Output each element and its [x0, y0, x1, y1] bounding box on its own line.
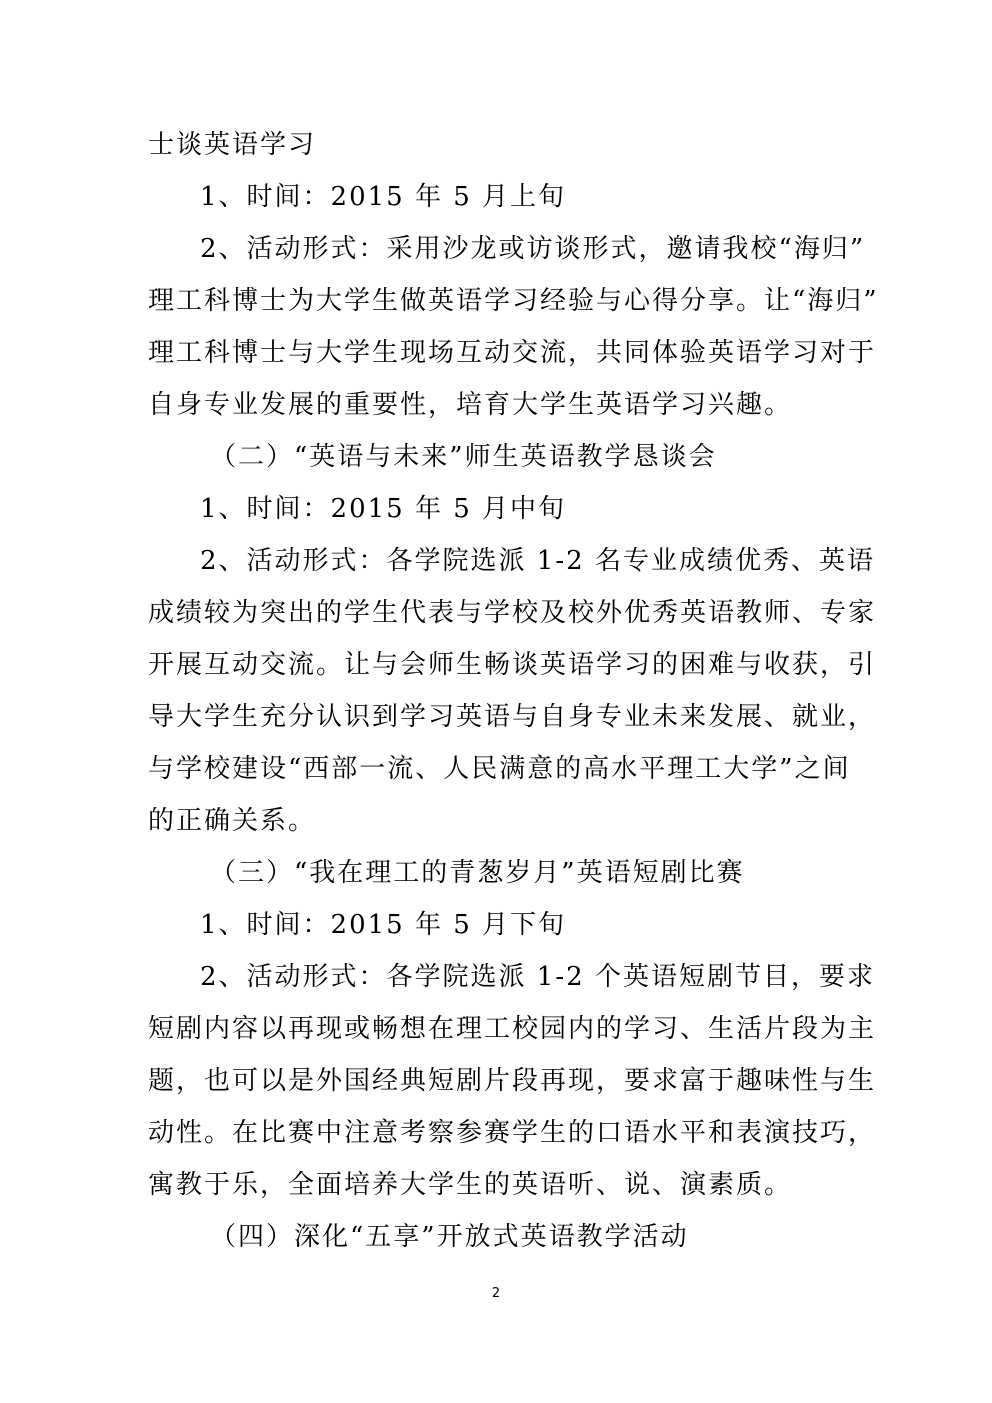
paragraph-line: 与学校建设“西部一流、人民满意的高水平理工大学”之间	[148, 754, 851, 784]
item-time-1: 1、时间：2015 年 5 月上旬	[200, 182, 567, 212]
item-time-3: 1、时间：2015 年 5 月下旬	[200, 910, 567, 940]
section-heading-2: （二）“英语与未来”师生英语教学恳谈会	[210, 442, 717, 472]
section-heading-3: （三）“我在理工的青葱岁月”英语短剧比赛	[210, 858, 745, 888]
text-line-continuation: 士谈英语学习	[148, 130, 317, 160]
section-heading-4: （四）深化“五享”开放式英语教学活动	[210, 1222, 689, 1252]
paragraph-line: 题，也可以是外国经典短剧片段再现，要求富于趣味性与生	[148, 1066, 877, 1096]
paragraph-line: 导大学生充分认识到学习英语与自身专业未来发展、就业，	[148, 702, 877, 732]
paragraph-line: 动性。在比赛中注意考察参赛学生的口语水平和表演技巧，	[148, 1118, 877, 1148]
item-format-3: 2、活动形式：各学院选派 1-2 个英语短剧节目，要求	[200, 962, 875, 992]
paragraph-line: 成绩较为突出的学生代表与学校及校外优秀英语教师、专家	[148, 598, 877, 628]
paragraph-line: 开展互动交流。让与会师生畅谈英语学习的困难与收获，引	[148, 650, 877, 680]
paragraph-line: 自身专业发展的重要性，培育大学生英语学习兴趣。	[148, 390, 793, 420]
paragraph-line: 的正确关系。	[148, 806, 317, 836]
item-format-1: 2、活动形式：采用沙龙或访谈形式，邀请我校“海归”	[200, 234, 866, 264]
page-number: 2	[491, 1286, 501, 1301]
paragraph-line: 短剧内容以再现或畅想在理工校园内的学习、生活片段为主	[148, 1014, 877, 1044]
item-format-2: 2、活动形式：各学院选派 1-2 名专业成绩优秀、英语	[200, 546, 875, 576]
paragraph-line: 理工科博士为大学生做英语学习经验与心得分享。让“海归”	[148, 286, 879, 316]
item-time-2: 1、时间：2015 年 5 月中旬	[200, 494, 567, 524]
paragraph-line: 寓教于乐，全面培养大学生的英语听、说、演素质。	[148, 1170, 793, 1200]
paragraph-line: 理工科博士与大学生现场互动交流，共同体验英语学习对于	[148, 338, 877, 368]
